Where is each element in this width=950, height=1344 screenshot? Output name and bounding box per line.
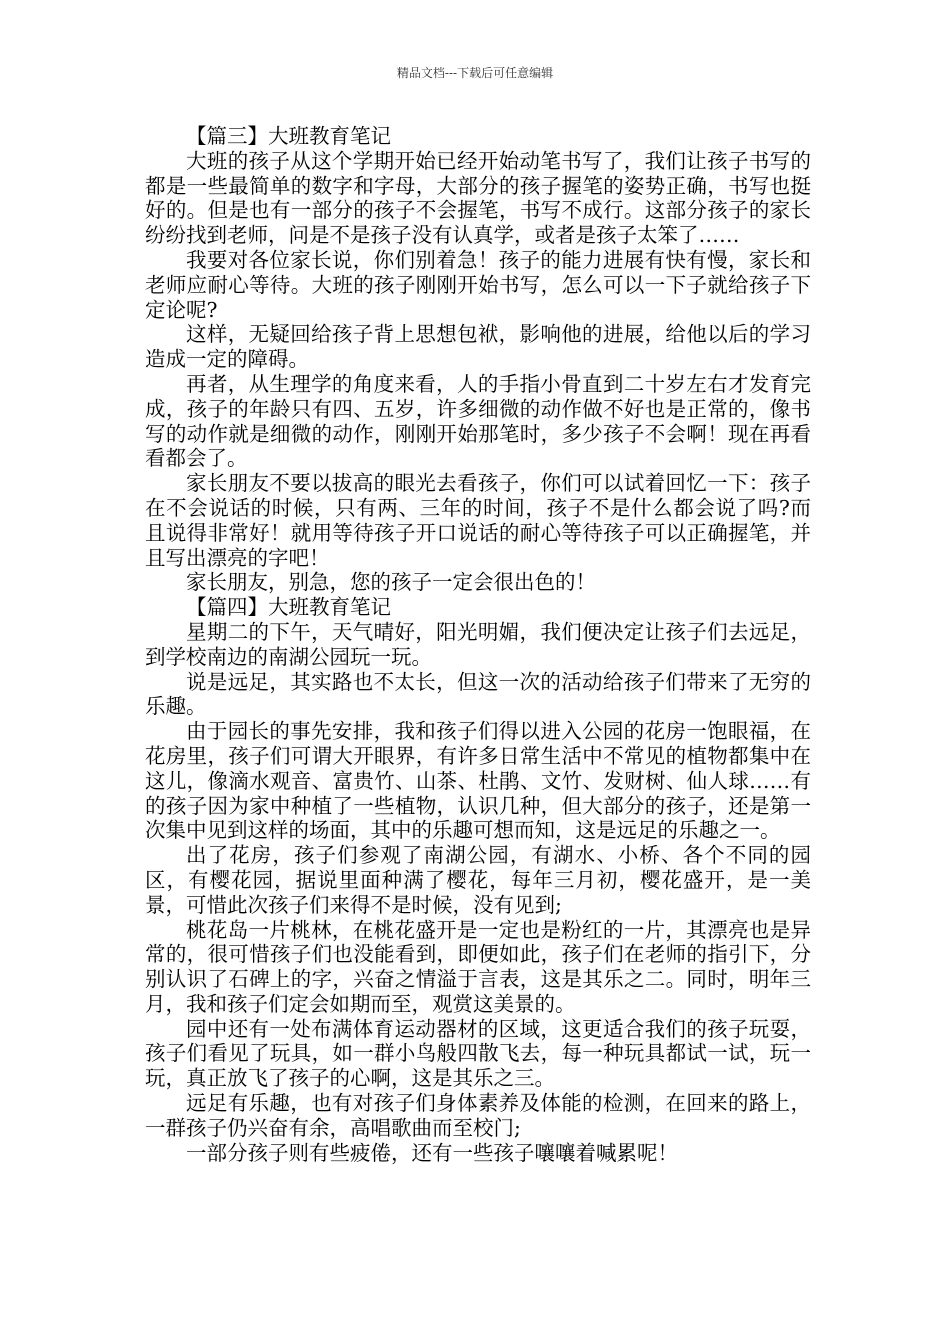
section-heading-3: 【篇三】大班教育笔记: [186, 124, 391, 148]
paragraph: 说是远足，其实路也不太长，但这一次的活动给孩子们带来了无穷的乐趣。: [145, 669, 811, 719]
paragraph: 我要对各位家长说，你们别着急！孩子的能力进展有快有慢，家长和老师应耐心等待。大班的孩子刚刚开始书写，怎么可以一下子就给孩子下定论呢?: [145, 247, 811, 322]
paragraph: 由于园长的事先安排，我和孩子们得以进入公园的花房一饱眼福，在花房里，孩子们可谓大开眼界，有许多日常生活中不常见的植物都集中在这儿，像滴水观音、富贵竹、山茶、杜鹃、文竹、发财树、仙人球……有的孩子因为家中种植了一些植物，认识几种，但大部分的孩子，还是第一次集中见到这样的场面，其中的乐趣可想而知，这是远足的乐趣之一。: [145, 719, 811, 843]
paragraph: 远足有乐趣，也有对孩子们身体素养及体能的检测，在回来的路上，一群孩子仍兴奋有余，高唱歌曲而至校门;: [145, 1091, 811, 1140]
paragraph: 家长朋友不要以拔高的眼光去看孩子，你们可以试着回忆一下：孩子在不会说话的时候，只有两、三年的时间，孩子不是什么都会说了吗?而且说得非常好！就用等待孩子开口说话的耐心等待孩子可以正确握笔，并且写出漂亮的字吧！: [145, 471, 811, 570]
paragraph: 再者，从生理学的角度来看，人的手指小骨直到二十岁左右才发育完成，孩子的年龄只有四、五岁，许多细微的动作做不好也是正常的，像书写的动作就是细微的动作，刚刚开始那笔时，多少孩子不会啊！现在再看看都会了。: [145, 371, 811, 471]
paragraph: 家长朋友，别急，您的孩子一定会很出色的！: [186, 570, 596, 595]
paragraph: 园中还有一处布满体育运动器材的区域，这更适合我们的孩子玩耍，孩子们看见了玩具，如一群小鸟般四散飞去，每一种玩具都试一试，玩一玩，真正放飞了孩子的心啊，这是其乐之三。: [145, 1016, 811, 1091]
paragraph: 这样，无疑回给孩子背上思想包袱，影响他的进展，给他以后的学习造成一定的障碍。: [145, 322, 811, 372]
paragraph: 出了花房，孩子们参观了南湖公园，有湖水、小桥、各个不同的园区，有樱花园，据说里面种满了樱花，每年三月初，樱花盛开，是一美景，可惜此次孩子们来得不是时候，没有见到;: [145, 843, 811, 917]
paragraph: 一部分孩子则有些疲倦，还有一些孩子嚷嚷着喊累呢！: [186, 1140, 678, 1165]
section-heading-4: 【篇四】大班教育笔记: [186, 595, 391, 620]
document-body: [145, 124, 811, 1165]
page-header: 精品文档---下载后可任意编辑: [396, 66, 554, 80]
paragraph: 大班的孩子从这个学期开始已经开始动笔书写了，我们让孩子书写的都是一些最简单的数字和字母，大部分的孩子握笔的姿势正确，书写也挺好的。但是也有一部分的孩子不会握笔，书写不成行。这部分孩子的家长纷纷找到老师，问是不是孩子没有认真学，或者是孩子太笨了……: [145, 148, 811, 248]
paragraph: 桃花岛一片桃林，在桃花盛开是一定也是粉红的一片，其漂亮也是异常的，很可惜孩子们也没能看到，即便如此，孩子们在老师的指引下，分别认识了石碑上的字，兴奋之情溢于言表，这是其乐之二。同时，明年三月，我和孩子们定会如期而至，观赏这美景的。: [145, 917, 811, 1016]
paragraph: 星期二的下午，天气晴好，阳光明媚，我们便决定让孩子们去远足，到学校南边的南湖公园玩一玩。: [145, 619, 811, 669]
